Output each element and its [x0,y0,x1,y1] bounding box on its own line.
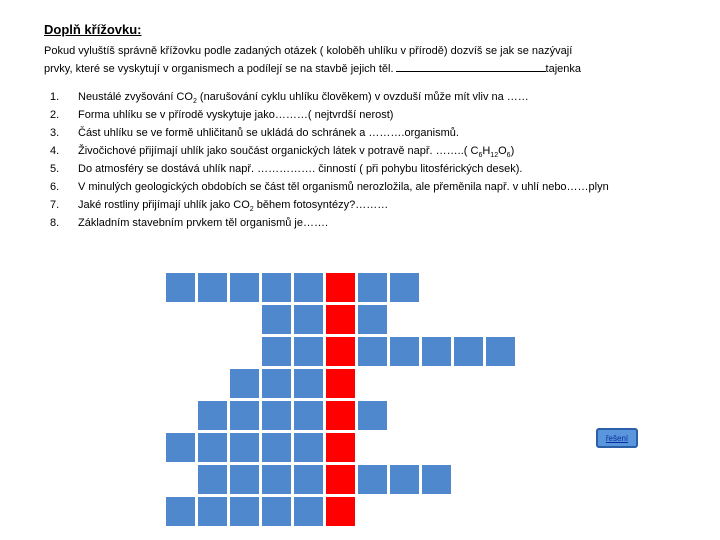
crossword-cell[interactable] [261,336,292,367]
question-text: Část uhlíku se ve formě uhličitanů se ukládá do schránek a ……….organismů. [78,127,459,139]
question-number: 7. [50,199,60,211]
question-number: 1. [50,91,60,103]
crossword-cell[interactable] [357,304,388,335]
crossword-cell[interactable] [293,432,324,463]
question-item [44,160,664,178]
crossword-cell[interactable] [421,336,452,367]
crossword-cell[interactable] [197,272,228,303]
crossword-cell[interactable] [357,464,388,495]
tajenka-cell[interactable] [325,464,356,495]
crossword-cell[interactable] [197,400,228,431]
subscript: 12 [490,152,499,160]
crossword-cell[interactable] [293,304,324,335]
question-text: Jaké rostliny přijímají uhlík jako CO [78,199,250,211]
crossword-cell[interactable] [485,336,516,367]
crossword-cell[interactable] [293,464,324,495]
crossword-cell[interactable] [261,272,292,303]
crossword-cell[interactable] [389,336,420,367]
question-text: V minulých geologických obdobích se část těl organismů nerozložila, ale přeměnila např. v uhlí nebo……plyn [78,181,609,193]
question-number: 3. [50,127,60,139]
question-text: Forma uhlíku se v přírodě vyskytuje jako………( nejtvrdší nerost) [78,109,394,121]
tajenka-cell[interactable] [325,272,356,303]
question-item [44,142,664,160]
question-number: 6. [50,181,60,193]
tajenka-label: tajenka [545,63,581,75]
question-item [44,196,664,214]
crossword-cell[interactable] [389,272,420,303]
question-text: během fotosyntézy?……… [253,199,389,211]
crossword-cell[interactable] [293,368,324,399]
crossword-cell[interactable] [229,464,260,495]
subscript: 2 [249,206,254,214]
question-text: Do atmosféry se dostává uhlík např. ……………. činností ( při pohybu litosférických desek). [78,163,523,175]
question-item [44,106,664,124]
question-text: Neustálé zvyšování CO [78,91,193,103]
crossword-cell[interactable] [293,496,324,527]
question-number: 2. [50,109,60,121]
crossword-cell[interactable] [229,272,260,303]
crossword-cell[interactable] [197,464,228,495]
tajenka-cell[interactable] [325,368,356,399]
crossword-cell[interactable] [165,496,196,527]
crossword-cell[interactable] [197,496,228,527]
crossword-cell[interactable] [229,432,260,463]
crossword-cell[interactable] [389,464,420,495]
crossword-cell[interactable] [357,400,388,431]
question-number: 5. [50,163,60,175]
crossword-cell[interactable] [261,496,292,527]
crossword-cell[interactable] [421,464,452,495]
subscript: 2 [192,98,197,106]
crossword-cell[interactable] [229,400,260,431]
crossword-cell[interactable] [165,272,196,303]
question-text: ) [510,145,515,157]
crossword-cell[interactable] [357,336,388,367]
question-item [44,178,664,196]
crossword-cell[interactable] [453,336,484,367]
question-item [44,124,664,142]
crossword-cell[interactable] [293,400,324,431]
crossword-cell[interactable] [229,368,260,399]
intro-text [44,42,684,78]
crossword-cell[interactable] [261,368,292,399]
crossword-cell[interactable] [261,304,292,335]
intro-line-1: Pokud vyluštíš správně křížovku podle zadaných otázek ( koloběh uhlíku v přírodě) dozvíš se jak se nazývají [44,45,573,57]
tajenka-cell[interactable] [325,336,356,367]
question-item [44,214,664,232]
question-number: 4. [50,145,60,157]
crossword-cell[interactable] [357,272,388,303]
question-text: O [498,145,507,157]
intro-line-2: prvky, které se vyskytují v organismech a podílejí se na stavbě jejich těl. [44,63,394,75]
question-list [44,88,664,232]
question-text: H [482,145,491,157]
page-title: Doplň křížovku: [44,22,142,37]
tajenka-cell[interactable] [325,432,356,463]
subscript: 6 [506,152,511,160]
subscript: 6 [478,152,483,160]
crossword-cell[interactable] [293,272,324,303]
tajenka-cell[interactable] [325,496,356,527]
question-text: Živočichové přijímají uhlík jako součást organických látek v potravě např. ……..( C [78,145,479,157]
crossword-cell[interactable] [293,336,324,367]
solution-button[interactable]: řešení [596,428,638,448]
question-number: 8. [50,217,60,229]
tajenka-cell[interactable] [325,304,356,335]
crossword-cell[interactable] [229,496,260,527]
question-item [44,88,664,106]
crossword-cell[interactable] [261,432,292,463]
crossword-cell[interactable] [261,400,292,431]
question-text: Základním stavebním prvkem těl organismů je……. [78,217,329,229]
tajenka-blank [396,61,546,72]
crossword-cell[interactable] [261,464,292,495]
question-text: (narušování cyklu uhlíku člověkem) v ovzduší může mít vliv na …… [196,91,529,103]
crossword-cell[interactable] [197,432,228,463]
tajenka-cell[interactable] [325,400,356,431]
crossword-cell[interactable] [165,432,196,463]
